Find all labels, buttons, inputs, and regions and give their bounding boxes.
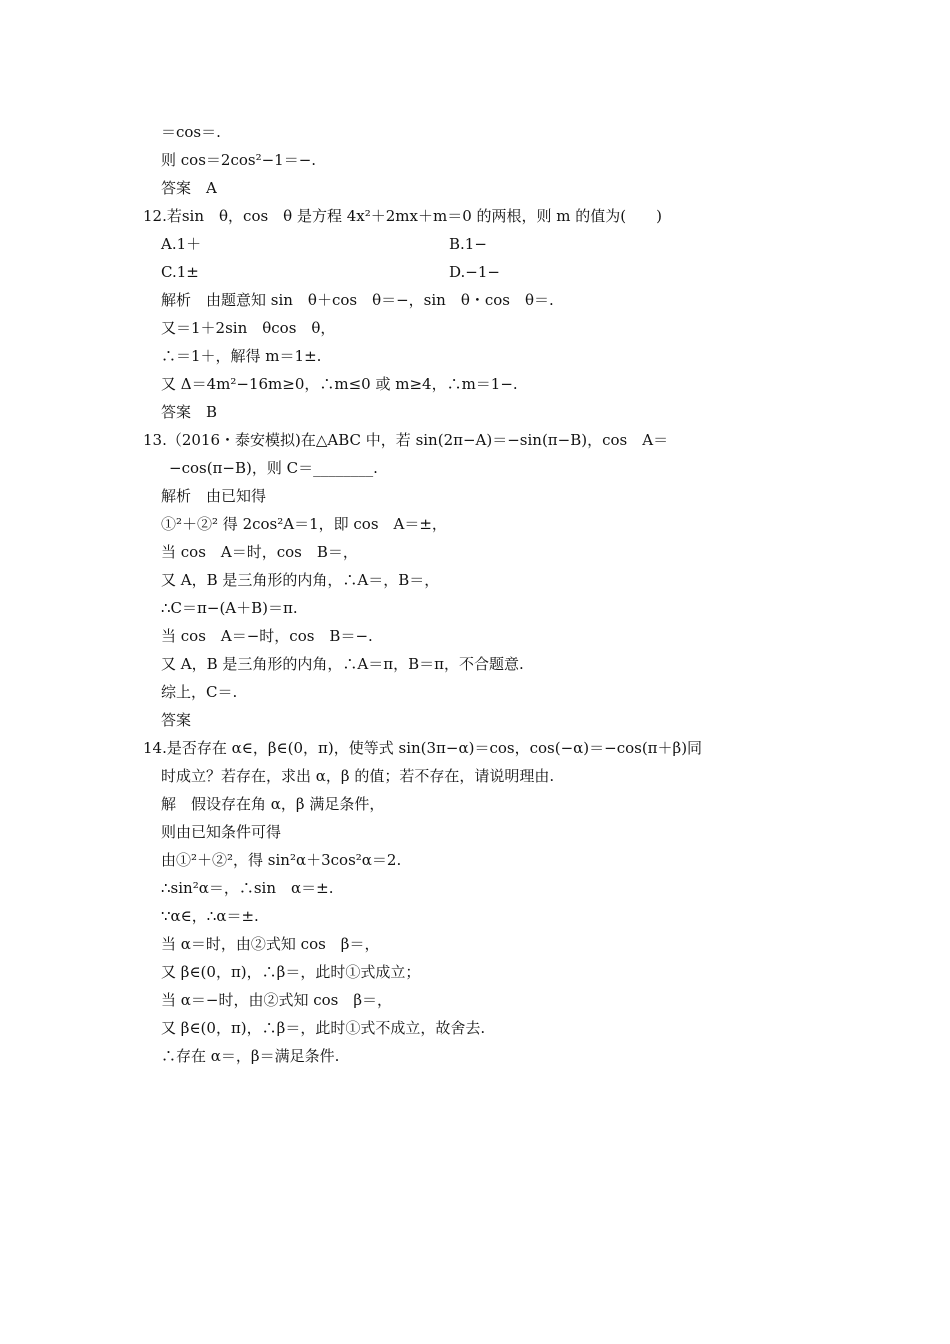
analysis-line: 解析 由题意知 sin θ＋cos θ＝−，sin θ・cos θ＝. [161, 291, 554, 309]
text-line: ∴＝1＋，解得 m＝1±. [161, 347, 322, 365]
choice-c: C.1± [161, 263, 199, 281]
question-13-stem-cont: −cos(π−B)，则 C＝________. [169, 459, 378, 477]
text-line: 当 α＝时，由②式知 cos β＝， [161, 935, 380, 953]
text-line: 综上，C＝. [161, 683, 238, 701]
text-line: ∴C＝π−(A＋B)＝π. [161, 599, 298, 617]
text-line: 由①²＋②²，得 sin²α＋3cos²α＝2. [161, 851, 402, 869]
answer-line: 答案 A [161, 179, 217, 197]
text-line: ＝cos＝. [161, 123, 221, 141]
solution-line: 解 假设存在角 α，β 满足条件， [161, 795, 385, 813]
text-line: ∴存在 α＝，β＝满足条件. [161, 1047, 340, 1065]
choice-d: D.−1− [449, 263, 500, 281]
choice-a: A.1＋ [161, 235, 202, 253]
text-line: 当 cos A＝−时，cos B＝−. [161, 627, 373, 645]
answer-line: 答案 [161, 711, 192, 729]
text-line: ∴sin²α＝，∴sin α＝±. [161, 879, 334, 897]
text-line: 则由已知条件可得 [161, 823, 282, 841]
answer-line: 答案 B [161, 403, 218, 421]
text-line: 又＝1＋2sin θcos θ， [161, 319, 336, 337]
text-line: ∵α∈，∴α＝±. [161, 907, 259, 925]
text-line: 当 cos A＝时，cos B＝， [161, 543, 358, 561]
analysis-line: 解析 由已知得 [161, 487, 267, 505]
text-line: 又 A，B 是三角形的内角，∴A＝，B＝， [161, 571, 440, 589]
choice-b: B.1− [449, 235, 487, 253]
text-line: 又 Δ＝4m²−16m≥0，∴m≤0 或 m≥4，∴m＝1−. [161, 375, 518, 393]
text-line: 又 A，B 是三角形的内角，∴A＝π，B＝π，不合题意. [161, 655, 524, 673]
question-13-stem: 13.（2016・泰安模拟)在△ABC 中，若 sin(2π−A)＝−sin(π−B)，cos A＝ [143, 431, 669, 449]
text-line: 又 β∈(0，π)，∴β＝，此时①式成立； [161, 963, 421, 981]
question-14-stem: 14.是否存在 α∈，β∈(0，π)，使等式 sin(3π−α)＝cos，cos(−α)＝−cos(π＋β)同 [143, 739, 703, 757]
text-line: 则 cos＝2cos²−1＝−. [161, 151, 317, 169]
text-line: 又 β∈(0，π)，∴β＝，此时①式不成立，故舍去. [161, 1019, 486, 1037]
text-line: 当 α＝−时，由②式知 cos β＝， [161, 991, 393, 1009]
question-14-stem-cont: 时成立？若存在，求出 α，β 的值；若不存在，请说明理由. [161, 767, 555, 785]
question-12-stem: 12.若sin θ，cos θ 是方程 4x²＋2mx＋m＝0 的两根，则 m 的值为( ) [143, 207, 662, 225]
text-line: ①²＋②² 得 2cos²A＝1，即 cos A＝±， [161, 515, 447, 533]
